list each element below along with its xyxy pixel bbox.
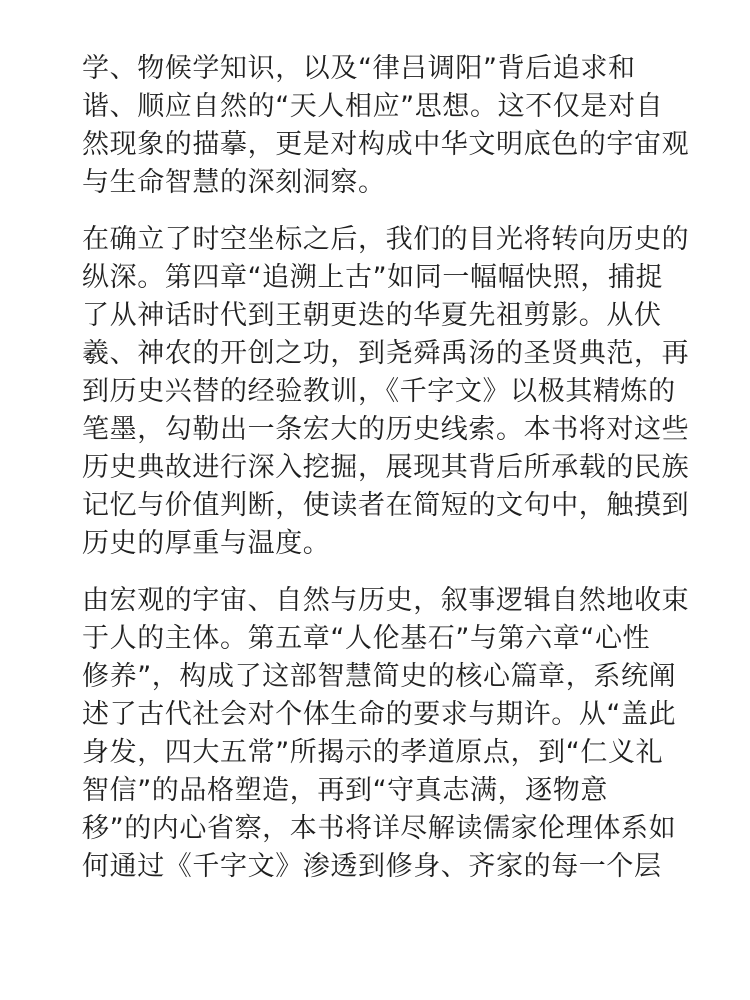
text-line: 与生命智慧的深刻洞察。 (82, 167, 386, 198)
text-line: 羲、神农的开创之功，到尧舜禹汤的圣贤典范，再 (82, 338, 690, 369)
text-line: 历史的厚重与温度。 (82, 528, 331, 559)
text-line: 到历史兴替的经验教训，《千字文》以极其精炼的 (82, 376, 676, 407)
paragraph-2 (82, 221, 690, 563)
text-line: 由宏观的宇宙、自然与历史，叙事逻辑自然地收束 (82, 585, 690, 616)
text-line: 了从神话时代到王朝更迭的华夏先祖剪影。从伏 (82, 300, 662, 331)
text-line: 移”的内心省察，本书将详尽解读儒家伦理体系如 (82, 813, 677, 844)
text-line: 在确立了时空坐标之后，我们的目光将转向历史的 (82, 224, 690, 255)
text-line: 述了古代社会对个体生命的要求与期许。从“盖此 (82, 699, 677, 730)
text-line: 身发，四大五常”所揭示的孝道原点，到“仁义礼 (82, 737, 664, 768)
text-line: 学、物候学知识，以及“律吕调阳”背后追求和 (82, 53, 636, 84)
text-line: 智信”的品格塑造，再到“守真志满，逐物意 (82, 775, 608, 806)
paragraph-1 (82, 50, 690, 202)
paragraph-3 (82, 582, 690, 886)
text-line: 何通过《千字文》渗透到修身、齐家的每一个层 (82, 851, 662, 882)
text-line: 笔墨，勾勒出一条宏大的历史线索。本书将对这些 (82, 414, 690, 445)
text-line: 然现象的描摹，更是对构成中华文明底色的宇宙观 (82, 129, 690, 160)
text-line: 记忆与价值判断，使读者在简短的文句中，触摸到 (82, 490, 690, 521)
text-line: 纵深。第四章“追溯上古”如同一幅幅快照，捕捉 (82, 262, 664, 293)
text-line: 谐、顺应自然的“天人相应”思想。这不仅是对自 (82, 91, 664, 122)
text-line: 历史典故进行深入挖掘，展现其背后所承载的民族 (82, 452, 690, 483)
text-line: 修养”，构成了这部智慧简史的核心篇章，系统阐 (82, 661, 677, 692)
text-line: 于人的主体。第五章“人伦基石”与第六章“心性 (82, 623, 651, 654)
